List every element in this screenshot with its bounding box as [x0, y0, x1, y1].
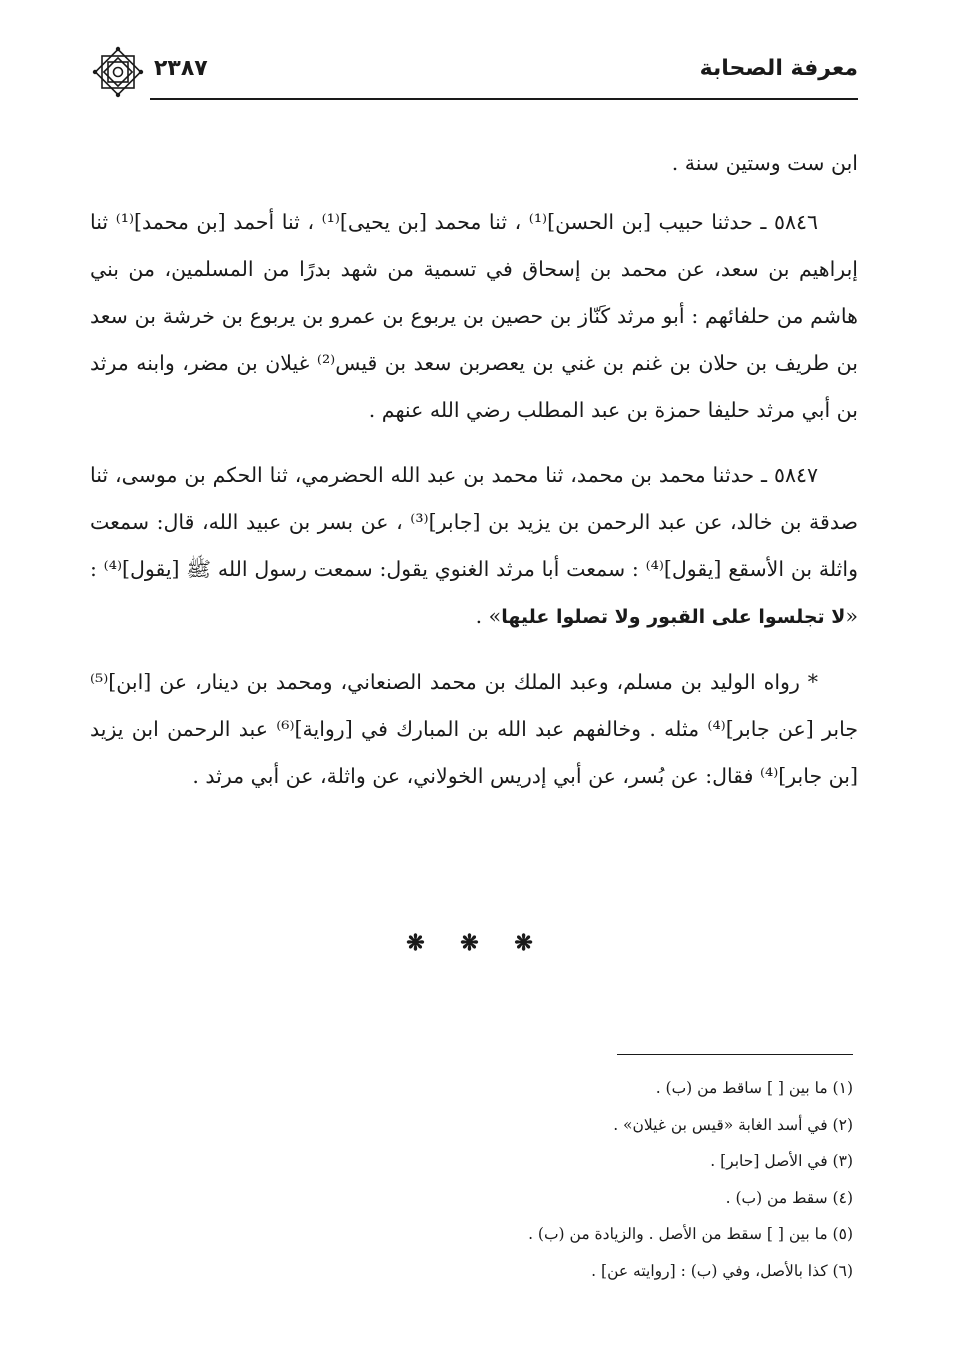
page-number: ٢٣٨٧: [154, 56, 208, 81]
header-rule: [150, 98, 858, 100]
page-header: [90, 52, 858, 102]
hadith-paragraph-5847: [90, 452, 858, 641]
commentary-paragraph: * رواه الوليد بن مسلم، وعبد الملك بن محمد الصنعاني، ومحمد بن دينار، عن [ابن]⁽⁵⁾ جابر [عن جابر]⁽⁴⁾ مثله . وخالفهم عبد الله بن المبارك في [رواية]⁽⁶⁾ عبد الرحمن ابن يزيد [بن جابر]⁽⁴⁾ فقال: عن بُسر، عن أبي إدريس الخولاني، عن واثلة، عن أبي مرثد .: [90, 670, 858, 788]
text-paragraph-intro: ابن ست وستين سنة .: [671, 151, 858, 175]
main-text: [90, 140, 858, 800]
hadith-quote-close: » .: [475, 604, 502, 628]
book-title: معرفة الصحابة: [699, 56, 858, 81]
footnote-4: (٤) سقط من (ب) .: [725, 1188, 853, 1207]
footnote-6: (٦) كذا بالأصل، وفي (ب) : [روايته عن] .: [591, 1261, 853, 1280]
footnote-1: (١) ما بين [ ] ساقط من (ب) .: [655, 1079, 853, 1097]
islamic-star-ornament-icon: [90, 44, 146, 100]
section-separator: ❋ ❋ ❋: [406, 930, 547, 956]
hadith-paragraph-5846: ٥٨٤٦ ـ حدثنا حبيب [بن الحسن]⁽¹⁾ ، ثنا محمد [بن يحيى]⁽¹⁾ ، ثنا أحمد [بن محمد]⁽¹⁾ ثنا إبراهيم بن سعد، عن محمد بن إسحاق في تسمية من شهد بدرًا من المسلمين، من بني هاشم من حلفائهم : أبو مرثد كَنّاز بن حصين بن يربوع بن عمرو بن يربوع بن خرشة بن سعد بن طريف بن حلان بن غنم بن غني بن يعصربن سعد بن قيس⁽²⁾ غيلان بن مضر، وابنه مرثد بن أبي مرثد حليفا حمزة بن عبد المطلب رضي الله عنهم .: [90, 210, 858, 422]
footnote-5: (٥) ما بين [ ] سقط من الأصل . والزيادة من (ب) .: [528, 1225, 853, 1243]
footnote-3: (٣) في الأصل [حابر] .: [710, 1152, 853, 1170]
footnote-2: (٢) في أسد الغابة «قيس بن غيلان» .: [613, 1115, 853, 1134]
hadith-quote: لا تجلسوا على القبور ولا تصلوا عليها: [501, 606, 846, 628]
footnote-rule: [617, 1054, 853, 1055]
hadith-chain: ٥٨٤٧ ـ حدثنا محمد بن محمد، ثنا محمد بن عبد الله الحضرمي، ثنا الحكم بن موسى، ثنا صدقة بن خالد، عن عبد الرحمن بن يزيد بن [جابر]⁽³⁾ ، عن بسر بن عبيد الله، قال: سمعت واثلة بن الأسقع [يقول]⁽⁴⁾ : سمعت أبا مرثد الغنوي يقول: سمعت رسول الله ﷺ [يقول]⁽⁴⁾ : «: [90, 463, 858, 628]
footnotes: [153, 1070, 853, 1289]
